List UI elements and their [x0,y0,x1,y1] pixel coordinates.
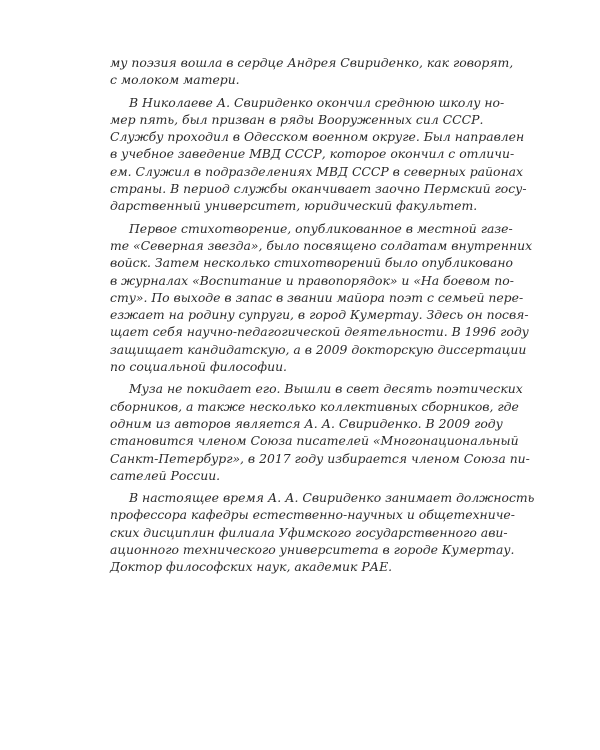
paragraph-4 [110,380,530,484]
text-line: Доктор философских наук, академик РАЕ. [110,559,393,575]
text-line: сту». По выходе в запас в звании майора поэт с семьей пере- [110,289,524,305]
text-line: с молоком матери. [110,72,240,88]
text-line: дарственный университет, юридический факультет. [110,198,478,214]
text-line: те «Северная звезда», было посвящено солдатам внутренних [110,237,533,253]
text-line: щает себя научно-педагогической деятельности. В 1996 году [110,324,529,340]
text-line: му поэзия вошла в сердце Андрея Свириденко, как говорят, [110,55,514,70]
text-line: одним из авторов является А. А. Свириденко. В 2009 году [110,415,503,431]
text-line: страны. В период службы оканчивает заочно Пермский госу- [110,181,527,197]
text-line: Службу проходил в Одесском военном округе. Был направлен [110,129,525,145]
paragraph-1 [110,54,514,89]
text-line: Санкт-Петербург», в 2017 году избирается членом Союза пи- [110,450,530,466]
text-line: по социальной философии. [110,359,287,375]
text-line: профессора кафедры естественно-научных и общетехниче- [110,507,515,523]
text-line: В настоящее время А. А. Свириденко занимает должность [129,490,535,506]
text-line: мер пять, был призван в ряды Вооруженных сил СССР. [110,111,484,127]
text-line: становится членом Союза писателей «Многонациональный [110,433,519,449]
text-line: в учебное заведение МВД СССР, которое окончил с отличи- [110,146,515,162]
text-line: Первое стихотворение, опубликованное в местной газе- [129,220,513,236]
text-line: Муза не покидает его. Вышли в свет десять поэтических [129,381,523,397]
text-line: В Николаеве А. Свириденко окончил среднюю школу но- [129,94,505,110]
text-line: сборников, а также несколько коллективных сборников, где [110,398,519,414]
text-line: сателей России. [110,467,221,483]
body-text [110,54,535,581]
paragraph-3 [110,220,533,376]
text-line: ационного технического университета в городе Кумертау. [110,542,515,558]
paragraph-2 [110,94,527,215]
text-line: ем. Служил в подразделениях МВД СССР в северных районах [110,163,524,179]
text-line: ских дисциплин филиала Уфимского государственного ави- [110,524,508,540]
text-line: защищает кандидатскую, а в 2009 докторскую диссертации [110,341,527,357]
text-line: войск. Затем несколько стихотворений было опубликовано [110,255,513,271]
paragraph-5 [110,489,535,575]
text-line: езжает на родину супруги, в город Кумертау. Здесь он посвя- [110,307,529,323]
text-line: в журналах «Воспитание и правопорядок» и «На боевом по- [110,272,514,288]
